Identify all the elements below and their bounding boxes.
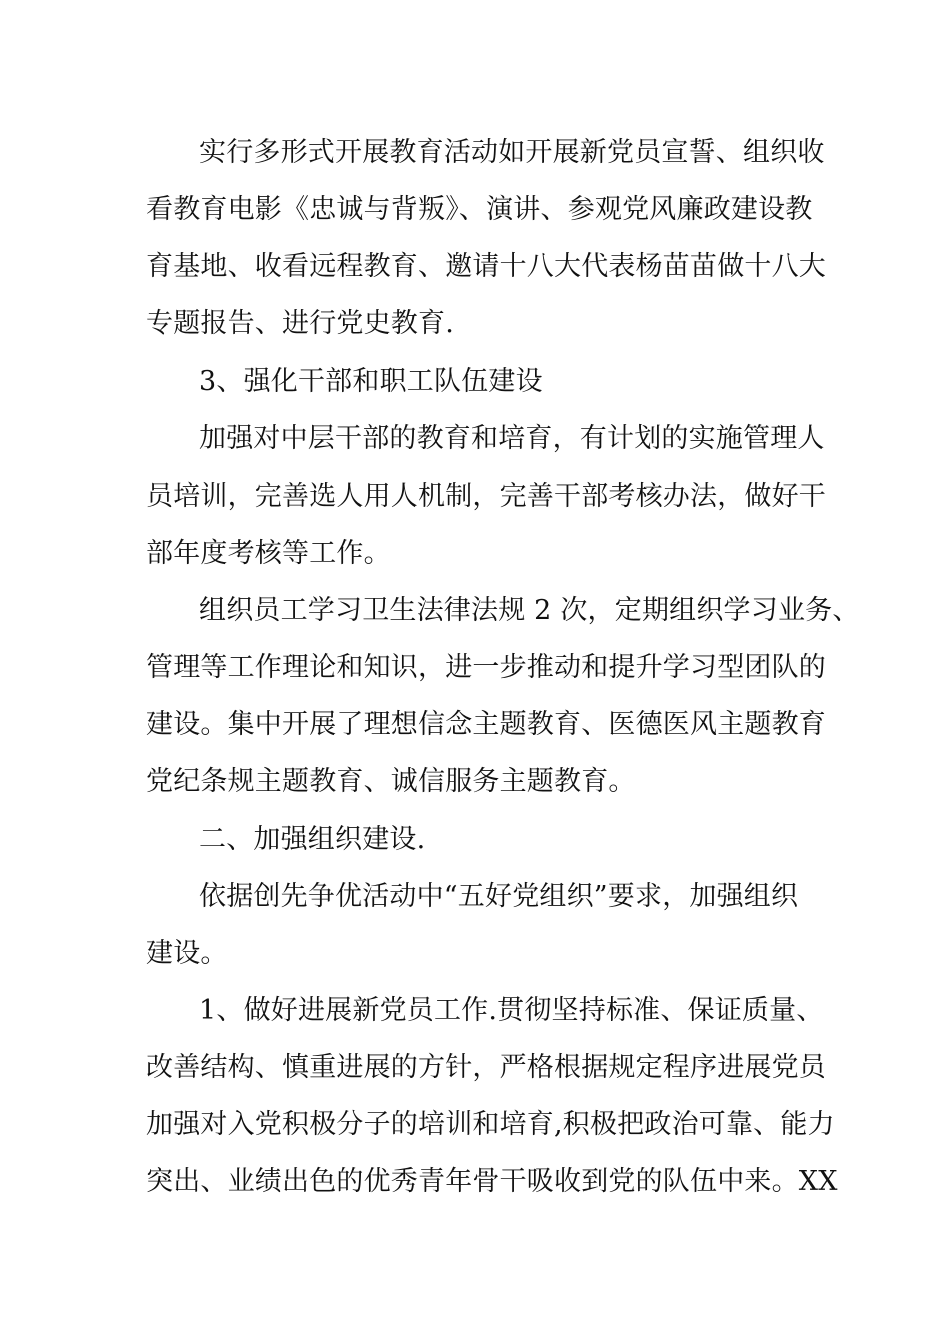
text-line: 管理等工作理论和知识，进一步推动和提升学习型团队的 [146,652,826,683]
text-line: 育基地、收看远程教育、邀请十八大代表杨苗苗做十八大 [146,251,826,282]
text-line: 员培训，完善选人用人机制，完善干部考核办法，做好干 [146,481,826,512]
text-line: 组织员工学习卫生法律法规 2 次，定期组织学习业务、 [199,595,860,626]
text-line: 建设。 [146,938,228,969]
text-line: 1、做好进展新党员工作.贯彻坚持标准、保证质量、 [199,995,824,1026]
text-line: 建设。集中开展了理想信念主题教育、医德医风主题教育 [146,709,826,740]
text-line: 专题报告、进行党史教育. [146,308,454,339]
text-line: 依据创先争优活动中“五好党组织”要求，加强组织 [199,881,799,912]
text-line: 实行多形式开展教育活动如开展新党员宣誓、组织收 [199,137,825,168]
text-line: 部年度考核等工作。 [146,538,391,569]
section-heading: 二、加强组织建设. [199,824,426,855]
text-line: 党纪条规主题教育、诚信服务主题教育。 [146,766,636,797]
text-line: 加强对入党积极分子的培训和培育,积极把政治可靠、能力 [146,1109,835,1140]
section-heading: 3、强化干部和职工队伍建设 [199,366,543,397]
text-line: 改善结构、慎重进展的方针，严格根据规定程序进展党员 [146,1052,826,1083]
text-line: 看教育电影《忠诚与背叛》、演讲、参观党风廉政建设教 [146,194,813,225]
text-line: 加强对中层干部的教育和培育，有计划的实施管理人 [199,423,825,454]
text-line: 突出、业绩出色的优秀青年骨干吸收到党的队伍中来。XX [146,1166,838,1197]
